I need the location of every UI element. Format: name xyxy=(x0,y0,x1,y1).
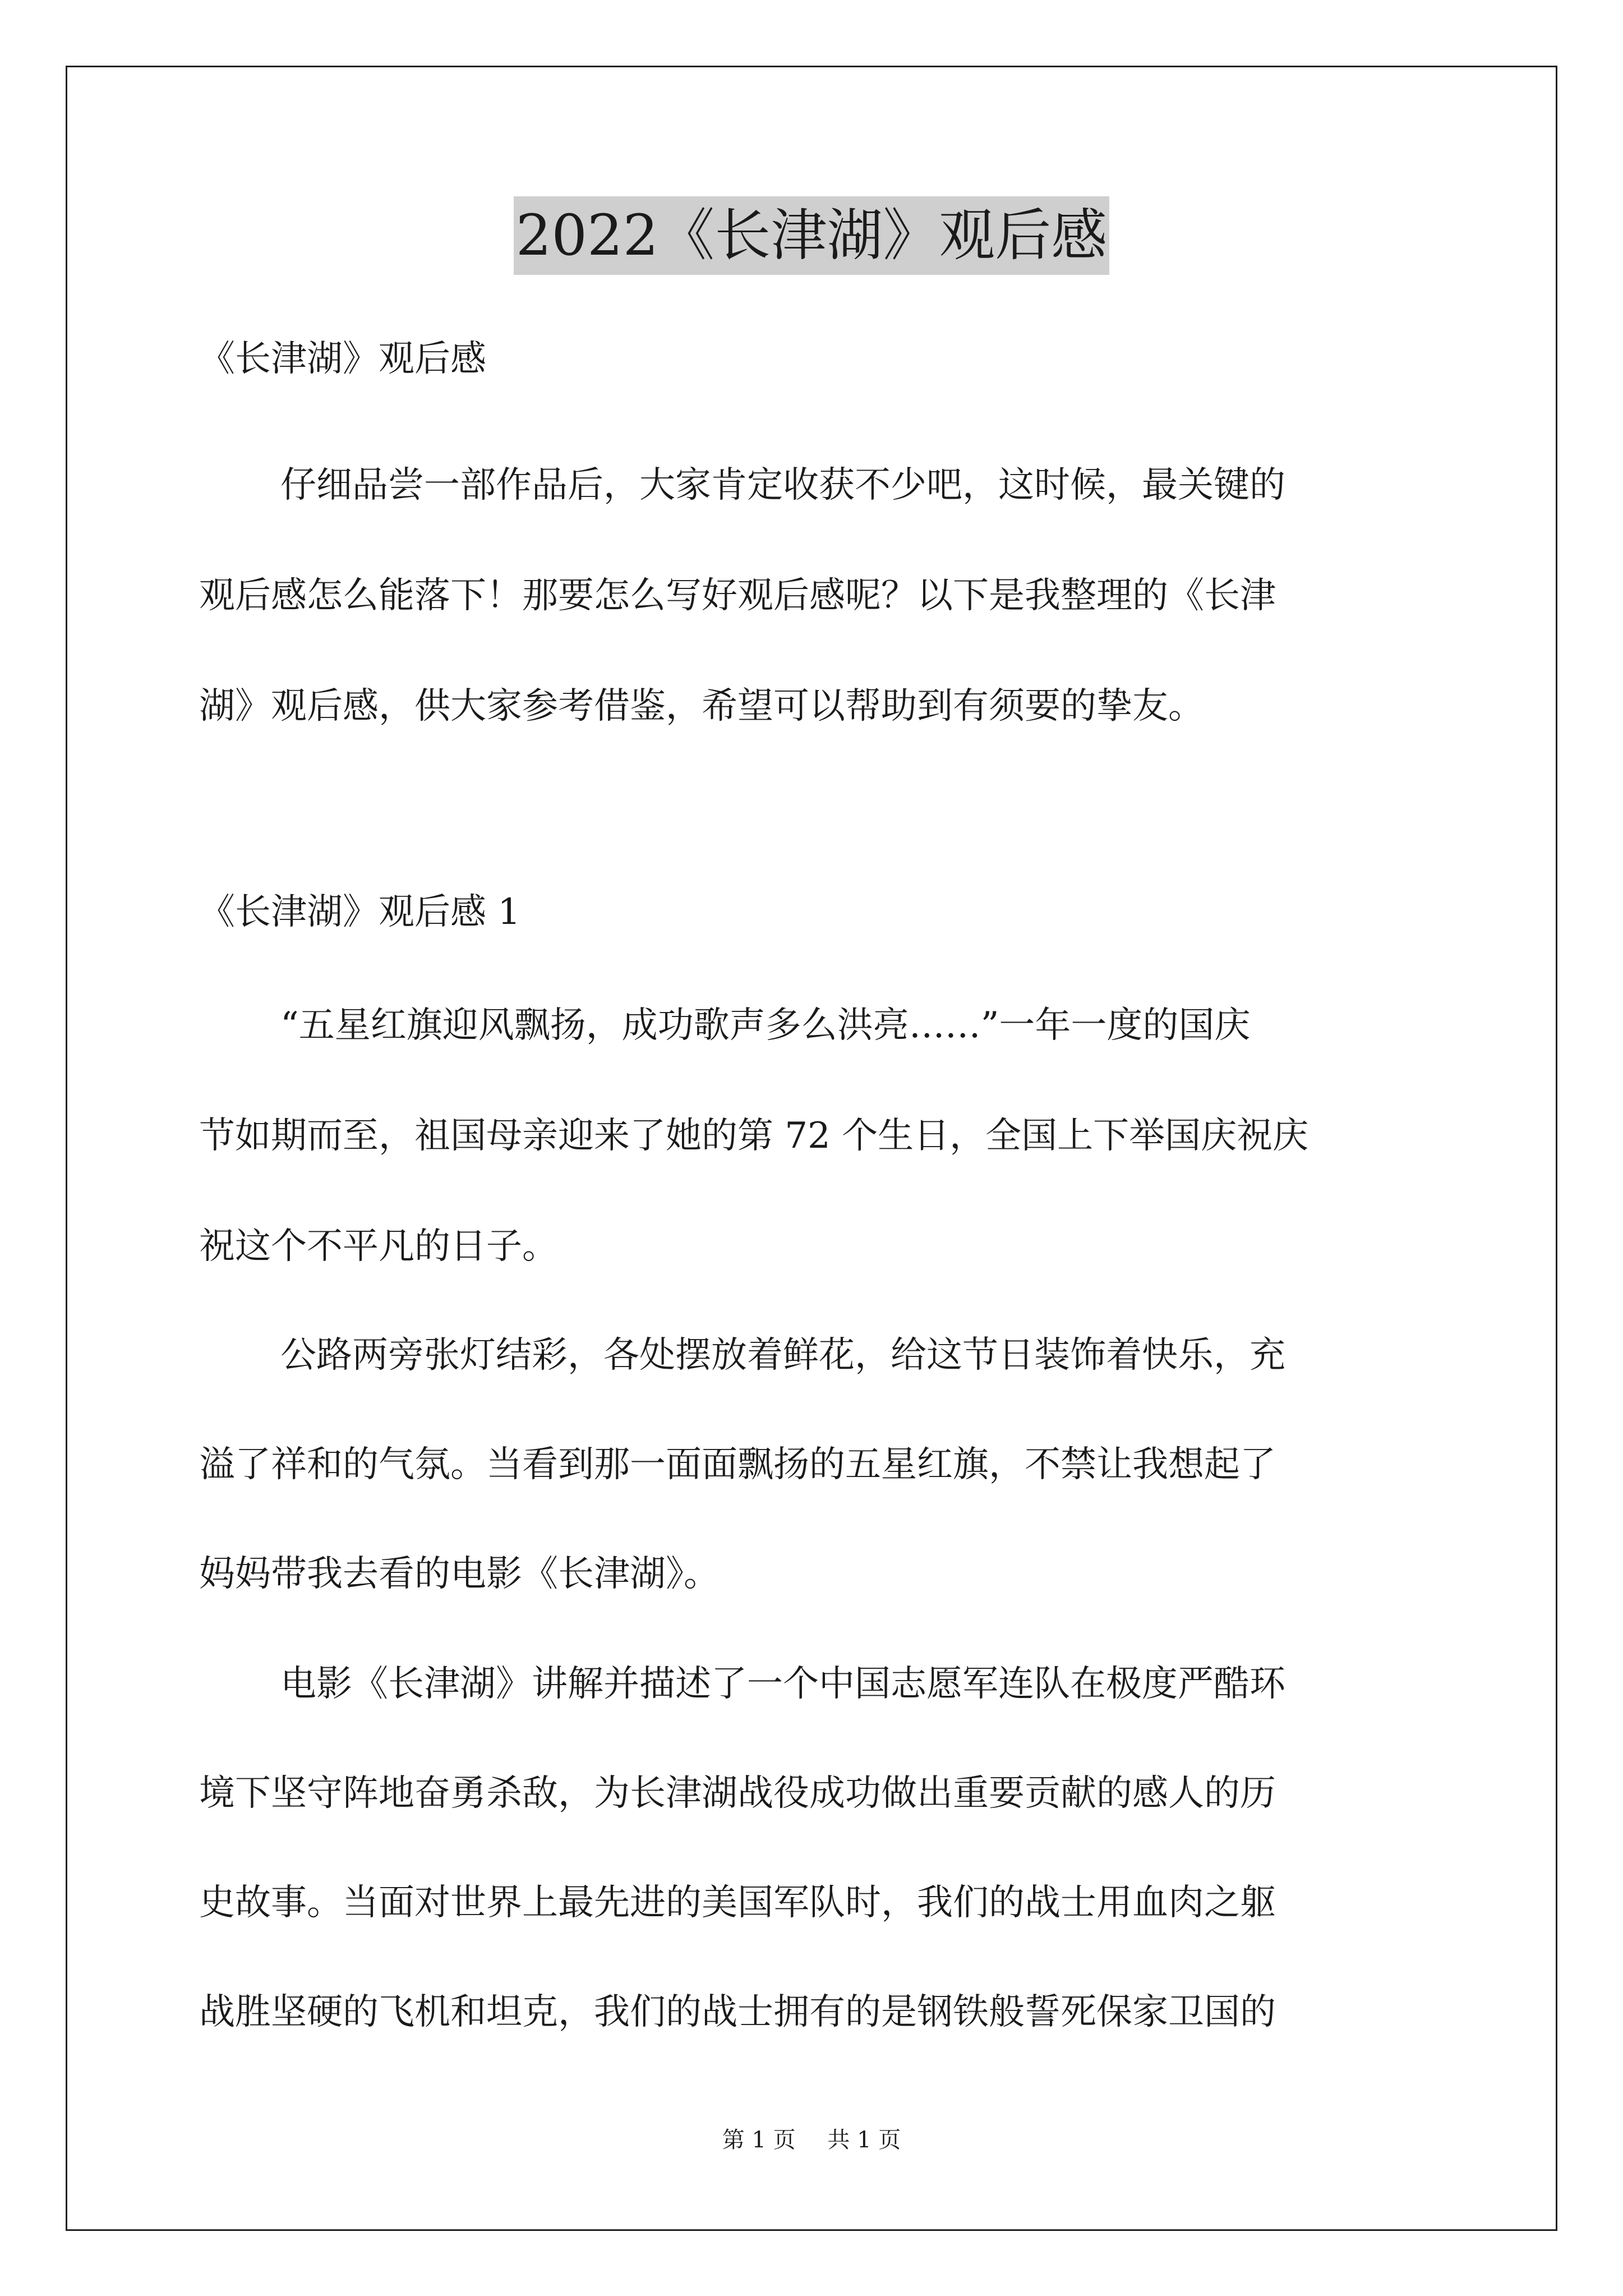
paragraph-line: 境下坚守阵地奋勇杀敌，为长津湖战役成功做出重要贡献的感人的历 xyxy=(199,1773,1276,1814)
paragraph-line: 史故事。当面对世界上最先进的美国军队时，我们的战士用血肉之躯 xyxy=(199,1882,1276,1924)
paragraph-line: 公路两旁张灯结彩，各处摆放着鲜花，给这节日装饰着快乐，充 xyxy=(280,1335,1285,1376)
subtitle: 《长津湖》观后感 xyxy=(199,338,486,380)
page-footer xyxy=(0,2126,1623,2154)
section-heading: 《长津湖》观后感 1 xyxy=(199,891,521,933)
paragraph-line: 观后感怎么能落下！那要怎么写好观后感呢？以下是我整理的《长津 xyxy=(199,575,1276,616)
paragraph-line: 战胜坚硬的飞机和坦克，我们的战士拥有的是钢铁般誓死保家卫国的 xyxy=(199,1991,1276,2033)
paragraph-line: 节如期而至，祖国母亲迎来了她的第 72 个生日，全国上下举国庆祝庆 xyxy=(199,1115,1309,1157)
page-number: 第 1 页 xyxy=(722,2127,796,2153)
title-container xyxy=(0,196,1623,275)
document-title: 2022《长津湖》观后感 xyxy=(514,196,1110,275)
paragraph-line: 电影《长津湖》讲解并描述了一个中国志愿军连队在极度严酷环 xyxy=(280,1663,1285,1705)
paragraph-line: 祝这个不平凡的日子。 xyxy=(199,1226,558,1267)
page-total: 共 1 页 xyxy=(827,2127,901,2153)
paragraph-line: “五星红旗迎风飘扬，成功歌声多么洪亮……”一年一度的国庆 xyxy=(280,1005,1251,1046)
paragraph-line: 妈妈带我去看的电影《长津湖》。 xyxy=(199,1553,720,1595)
paragraph-line: 湖》观后感，供大家参考借鉴，希望可以帮助到有须要的挚友。 xyxy=(199,685,1204,727)
paragraph-line: 仔细品尝一部作品后，大家肯定收获不少吧，这时候，最关键的 xyxy=(280,464,1285,506)
paragraph-line: 溢了祥和的气氛。当看到那一面面飘扬的五星红旗，不禁让我想起了 xyxy=(199,1444,1276,1485)
